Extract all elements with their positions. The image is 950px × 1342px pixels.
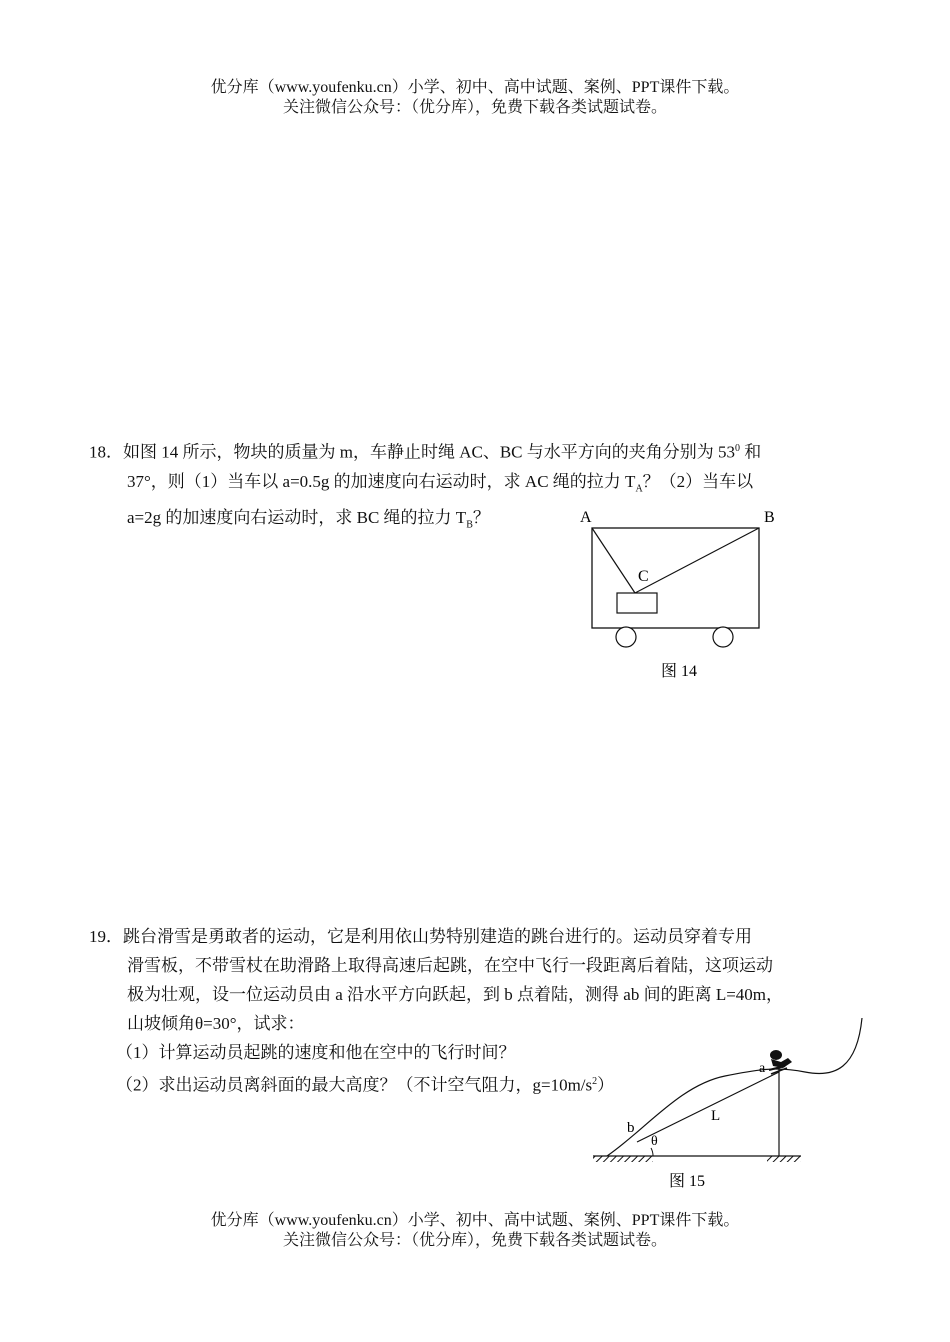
q18-tb-sub: B — [466, 519, 473, 531]
q18-text-2b: ？（2）当车以 — [642, 471, 754, 491]
figure-14-caption: 图 14 — [661, 663, 698, 680]
q19-line-2: 滑雪板，不带雪杖在助滑路上取得高速后起跳，在空中飞行一段距离后着陆，这项运动 — [127, 956, 773, 975]
q18-number: 18． — [89, 442, 123, 462]
skier-icon — [769, 1050, 792, 1074]
footer-line-2: 关注微信公众号：（优分库），免费下载各类试题试卷。 — [282, 1232, 667, 1249]
block — [617, 593, 657, 613]
q19-line-4: 山坡倾角θ=30°，试求： — [127, 1014, 305, 1033]
figure-15-drawing — [585, 1010, 875, 1200]
theta-arc — [651, 1148, 653, 1156]
q18-text-3: a=2g 的加速度向右运动时，求 BC 绳的拉力 T — [127, 508, 467, 528]
figure-14 — [570, 505, 790, 690]
label-a: A — [580, 509, 592, 526]
page-header — [0, 78, 950, 118]
ground-hatch-left — [593, 1156, 653, 1162]
label-c: C — [638, 568, 649, 585]
figure-14-drawing — [570, 505, 790, 685]
q18-ta-sub: A — [635, 483, 643, 495]
figure-15 — [585, 1010, 875, 1205]
q19-sub-2-sup: 2 — [592, 1076, 598, 1087]
q18-degree-sup: 0 — [735, 443, 741, 454]
header-line-2: 关注微信公众号：（优分库），免费下载各类试题试卷。 — [282, 99, 667, 116]
slope-curve — [607, 1018, 862, 1156]
wheel-right — [713, 627, 733, 647]
q18-line-1 — [89, 434, 864, 467]
header-line-1: 优分库（www.youfenku.cn）小学、初中、高中试题、案例、PPT课件下载。 — [210, 79, 740, 96]
label-b: b — [627, 1120, 635, 1136]
q19-sub-2-end: ） — [597, 1075, 615, 1095]
label-b: B — [764, 509, 775, 526]
q18-text-1: 如图 14 所示，物块的质量为 m，车静止时绳 AC、BC 与水平方向的夹角分别为 53 — [123, 442, 736, 462]
line-l — [637, 1072, 779, 1142]
ground-hatch-right — [767, 1156, 801, 1162]
q19-sub-2-text: （2）求出运动员离斜面的最大高度？（不计空气阻力，g=10m/s — [116, 1075, 593, 1095]
q19-text-1: 跳台滑雪是勇敢者的运动，它是利用依山势特别建造的跳台进行的。运动员穿着专用 — [123, 927, 752, 946]
label-l: L — [711, 1108, 721, 1124]
wheel-left — [616, 627, 636, 647]
q19-line-1 — [89, 922, 864, 951]
q18-text-1b: 和 — [740, 442, 762, 462]
q19-number: 19． — [89, 927, 123, 946]
q19-line-3: 极为壮观，设一位运动员由 a 沿水平方向跃起，到 b 点着陆，测得 ab 间的距离 L=40m， — [127, 985, 784, 1004]
q19-sub-1: （1）计算运动员起跳的速度和他在空中的飞行时间？ — [116, 1043, 516, 1062]
page-footer — [0, 1211, 950, 1251]
label-theta: θ — [651, 1134, 658, 1149]
q18-text-3b: ？ — [472, 508, 490, 528]
figure-15-caption: 图 15 — [669, 1173, 706, 1190]
label-a: a — [759, 1061, 766, 1076]
q18-text-2: 37°，则（1）当车以 a=0.5g 的加速度向右运动时，求 AC 绳的拉力 T — [127, 471, 636, 491]
rope-ac — [592, 528, 635, 593]
footer-line-1: 优分库（www.youfenku.cn）小学、初中、高中试题、案例、PPT课件下载。 — [210, 1212, 740, 1229]
rope-bc — [635, 528, 759, 593]
q18-line-2 — [89, 467, 864, 503]
